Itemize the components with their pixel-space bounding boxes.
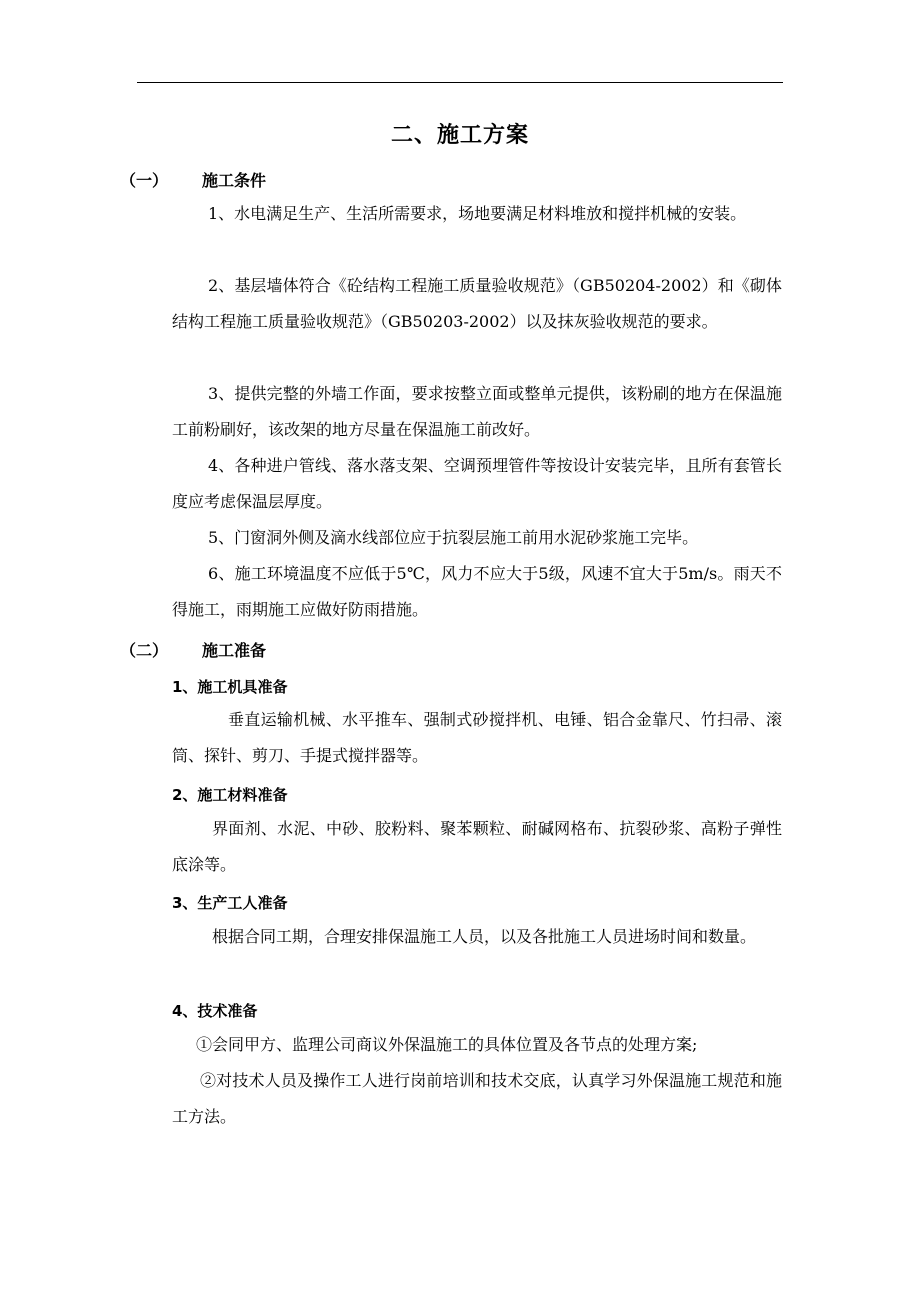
subheading-equipment: 1、施工机具准备 <box>172 678 288 696</box>
condition-item-6: 6、施工环境温度不应低于5℃，风力不应大于5级，风速不宜大于5m/s。雨天不得施工，雨期施工应做好防雨措施。 <box>172 564 782 619</box>
section-label: 施工条件 <box>202 171 267 190</box>
condition-item-3: 3、提供完整的外墙工作面，要求按整立面或整单元提供，该粉刷的地方在保温施工前粉刷好，该改架的地方尽量在保温施工前改好。 <box>172 384 782 439</box>
page-title: 二、施工方案 <box>390 123 529 148</box>
section-label: 施工准备 <box>202 641 267 660</box>
condition-item-4: 4、各种进户管线、落水落支架、空调预埋管件等按设计安装完毕，且所有套管长度应考虑保温层厚度。 <box>172 456 782 511</box>
section-number: （一） <box>120 171 169 190</box>
equipment-text: 垂直运输机械、水平推车、强制式砂搅拌机、电锤、铝合金靠尺、竹扫帚、滚筒、探针、剪刀、手提式搅拌器等。 <box>172 710 782 765</box>
header-rule <box>137 82 783 83</box>
section-heading-conditions <box>120 168 266 191</box>
subheading-technical: 4、技术准备 <box>172 1002 258 1020</box>
condition-item-2: 2、基层墙体符合《砼结构工程施工质量验收规范》（GB50204-2002）和《砌体结构工程施工质量验收规范》（GB50203-2002）以及抹灰验收规范的要求。 <box>172 276 782 331</box>
condition-item-1: 1、水电满足生产、生活所需要求，场地要满足材料堆放和搅拌机械的安装。 <box>208 204 747 223</box>
technical-item-1: ①会同甲方、监理公司商议外保温施工的具体位置及各节点的处理方案; <box>196 1035 698 1054</box>
workers-text: 根据合同工期，合理安排保温施工人员，以及各批施工人员进场时间和数量。 <box>212 927 757 946</box>
condition-item-5: 5、门窗洞外侧及滴水线部位应于抗裂层施工前用水泥砂浆施工完毕。 <box>208 528 699 547</box>
section-number: （二） <box>120 641 169 660</box>
technical-item-2: ②对技术人员及操作工人进行岗前培训和技术交底，认真学习外保温施工规范和施工方法。 <box>172 1071 782 1126</box>
subheading-workers: 3、生产工人准备 <box>172 894 288 912</box>
section-heading-preparation <box>120 638 266 661</box>
subheading-materials: 2、施工材料准备 <box>172 786 288 804</box>
materials-text: 界面剂、水泥、中砂、胶粉料、聚苯颗粒、耐碱网格布、抗裂砂浆、高粉子弹性底涂等。 <box>172 819 782 874</box>
